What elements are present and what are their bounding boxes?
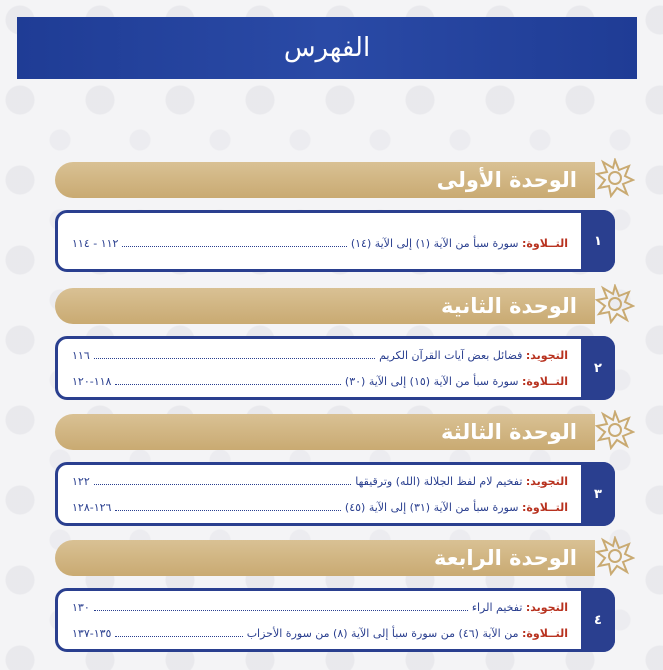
leader-dots — [94, 476, 352, 485]
line-text: فضائل بعض آيات القرآن الكريم — [379, 349, 523, 362]
unit-header-3[interactable] — [55, 414, 595, 450]
unit-title: الوحدة الثانية — [441, 294, 577, 318]
line-text: سورة سبأ من الآية (٣١) إلى الآية (٤٥) — [344, 501, 519, 514]
line-label: التــلاوة: — [522, 375, 568, 388]
leader-dots — [115, 628, 242, 637]
unit-box-1 — [55, 210, 615, 272]
unit-number: ٣ — [581, 462, 615, 526]
line-text: تفخيم الراء — [471, 601, 523, 614]
unit-number: ١ — [581, 210, 615, 272]
flower-ornament-icon — [593, 156, 637, 200]
leader-dots — [94, 602, 468, 611]
page-range: ١٣٠ — [72, 601, 90, 614]
line-label: التــلاوة: — [522, 501, 568, 514]
leader-dots — [94, 350, 375, 359]
unit-box-2 — [55, 336, 615, 400]
unit-number: ٢ — [581, 336, 615, 400]
unit-title: الوحدة الأولى — [436, 168, 577, 192]
toc-line[interactable] — [72, 601, 568, 614]
leader-dots — [122, 238, 346, 247]
page-range: ١١٨-١٢٠ — [72, 375, 112, 388]
page-range: ١١٢ - ١١٤ — [72, 237, 119, 250]
line-text: سورة سبأ من الآية (١٥) إلى الآية (٣٠) — [344, 375, 519, 388]
page-range: ١٢٢ — [72, 475, 90, 488]
toc-line[interactable] — [72, 375, 568, 388]
page-range: ١١٦ — [72, 349, 90, 362]
leader-dots — [115, 502, 340, 511]
line-label: التــلاوة: — [522, 237, 568, 250]
toc-line[interactable] — [72, 627, 568, 640]
page-title-bar — [17, 17, 637, 79]
unit-header-4[interactable] — [55, 540, 595, 576]
leader-dots — [115, 376, 340, 385]
page-range: ١٢٦-١٢٨ — [72, 501, 112, 514]
unit-title: الوحدة الثالثة — [441, 420, 577, 444]
flower-ornament-icon — [593, 534, 637, 578]
line-text: تفخيم لام لفظ الجلالة (الله) وترقيقها — [355, 475, 523, 488]
unit-box-3 — [55, 462, 615, 526]
toc-line[interactable] — [72, 349, 568, 362]
unit-number: ٤ — [581, 588, 615, 652]
line-text: سورة سبأ من الآية (١) إلى الآية (١٤) — [350, 237, 519, 250]
unit-header-2[interactable] — [55, 288, 595, 324]
page-title: الفهرس — [283, 33, 371, 63]
toc-line[interactable] — [72, 237, 568, 250]
line-text: من الآية (٤٦) من سورة سبأ إلى الآية (٨) من سورة الأحزاب — [246, 627, 519, 640]
flower-ornament-icon — [593, 282, 637, 326]
page-range: ١٣٥-١٣٧ — [72, 627, 112, 640]
line-label: التجويد: — [525, 349, 568, 362]
unit-box-4 — [55, 588, 615, 652]
line-label: التجويد: — [525, 475, 568, 488]
line-label: التــلاوة: — [522, 627, 568, 640]
flower-ornament-icon — [593, 408, 637, 452]
unit-title: الوحدة الرابعة — [433, 546, 577, 570]
toc-line[interactable] — [72, 501, 568, 514]
unit-header-1[interactable] — [55, 162, 595, 198]
line-label: التجويد: — [525, 601, 568, 614]
toc-line[interactable] — [72, 475, 568, 488]
